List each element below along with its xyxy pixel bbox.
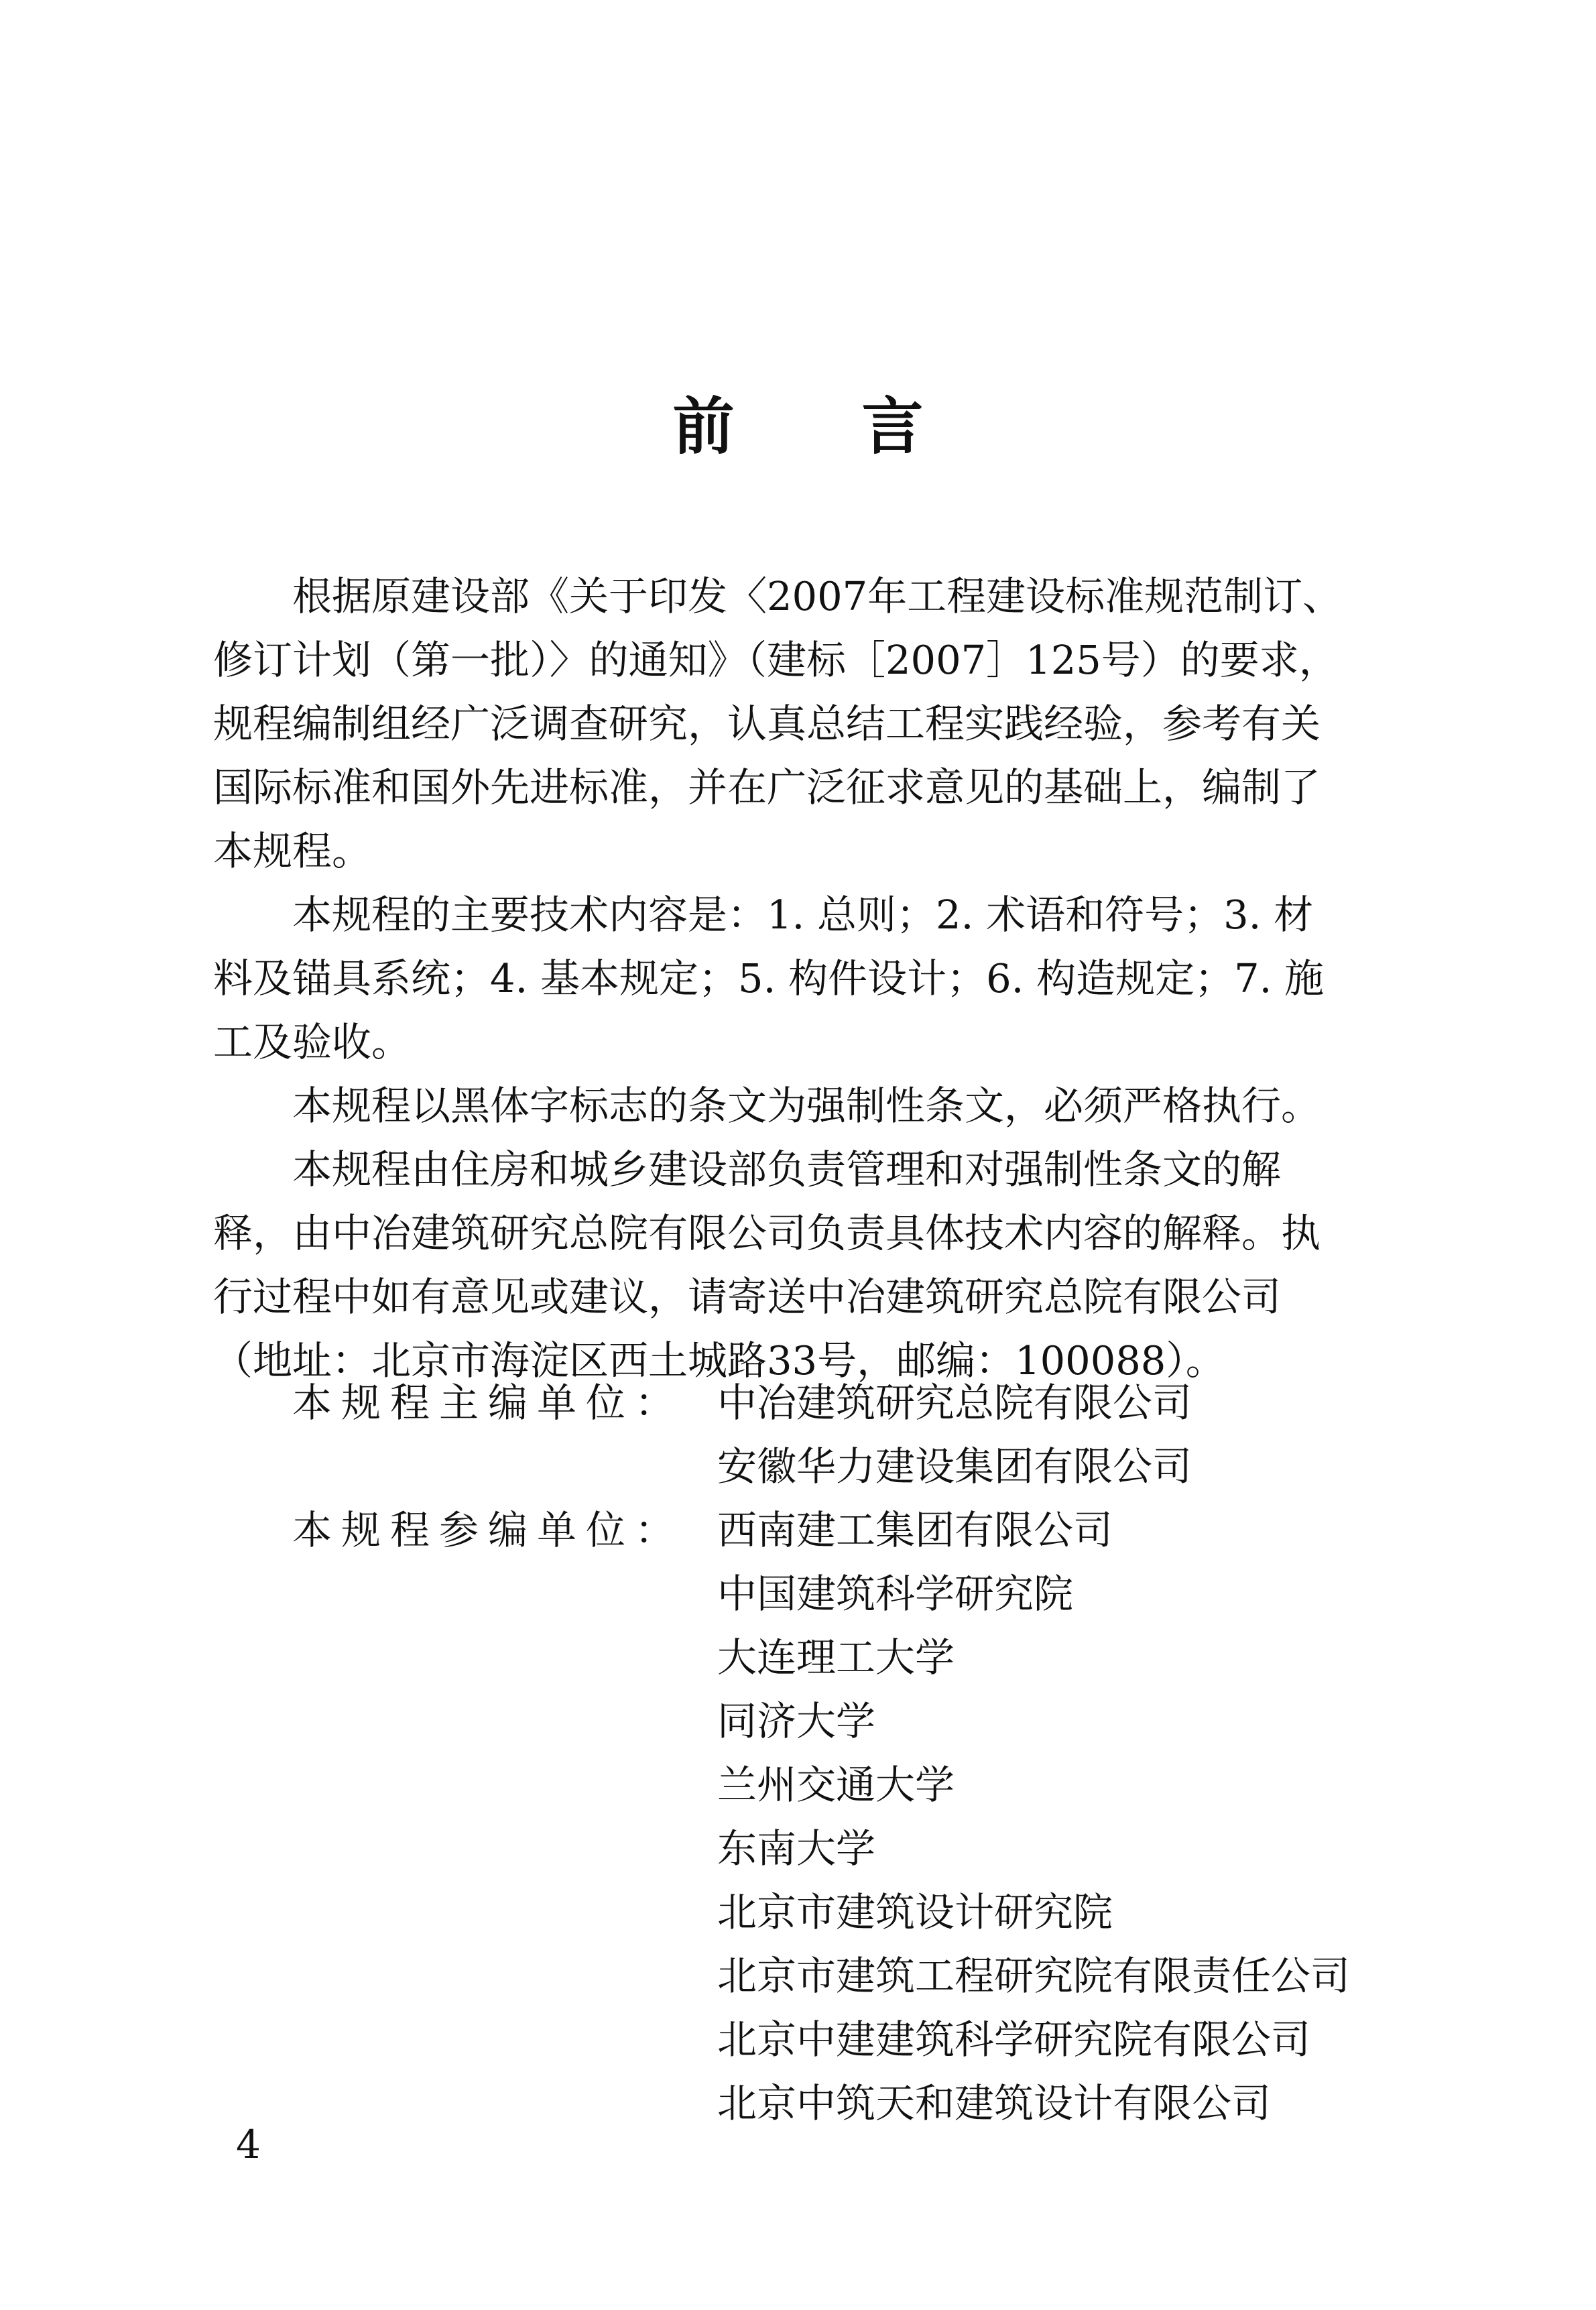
- empty-unit-label: [213, 1944, 717, 2008]
- participating-unit: 北京中筑天和建筑设计有限公司: [717, 2080, 1272, 2126]
- page-number: 4: [236, 2122, 261, 2167]
- participating-row-10: [213, 2071, 1388, 2135]
- empty-unit-label: [213, 1817, 717, 1880]
- participating-unit: 中国建筑科学研究院: [717, 1571, 1074, 1617]
- participating-row-5: [213, 1753, 1388, 1817]
- participating-label: 本规程参编单位：: [292, 1507, 684, 1553]
- page-title: [0, 390, 1596, 463]
- participating-row-3: [213, 1626, 1388, 1689]
- paragraph-2-line-2: 料及锚具系统；4. 基本规定；5. 构件设计；6. 构造规定；7. 施: [213, 955, 1325, 1001]
- participating-unit: 兰州交通大学: [717, 1762, 955, 1808]
- empty-unit-label: [213, 2008, 717, 2071]
- editorial-units: [213, 1371, 1388, 2135]
- participating-row-6: [213, 1817, 1388, 1880]
- paragraph-2-line-1: 本规程的主要技术内容是：1. 总则；2. 术语和符号；3. 材: [292, 892, 1314, 938]
- paragraph-4-line-2: 释，由中冶建筑研究总院有限公司负责具体技术内容的解释。执: [213, 1210, 1321, 1256]
- paragraph-3-line-1: 本规程以黑体字标志的条文为强制性条文，必须严格执行。: [292, 1083, 1321, 1129]
- participating-row-2: [213, 1562, 1388, 1626]
- participating-row-9: [213, 2008, 1388, 2071]
- participating-unit: 大连理工大学: [717, 1634, 955, 1681]
- paragraph-1-line-3: 规程编制组经广泛调查研究，认真总结工程实践经验，参考有关: [213, 701, 1321, 747]
- paragraph-1-line-5: 本规程。: [213, 828, 372, 874]
- paragraph-1-line-2: 修订计划（第一批）〉的通知》（建标［2007］125号）的要求，: [213, 637, 1339, 683]
- paragraph-4-line-4: （地址：北京市海淀区西土城路33号，邮编：100088）。: [213, 1337, 1225, 1384]
- empty-unit-label: [213, 1880, 717, 1944]
- chief-editor-label: 本规程主编单位：: [292, 1380, 684, 1426]
- participating-unit: 同济大学: [717, 1698, 876, 1744]
- paragraph-1-line-4: 国际标准和国外先进标准，并在广泛征求意见的基础上，编制了: [213, 764, 1321, 810]
- paragraph-1-line-1: 根据原建设部《关于印发〈2007年工程建设标准规范制订、: [292, 573, 1343, 619]
- empty-unit-label: [213, 2071, 717, 2135]
- empty-unit-label: [213, 1689, 717, 1753]
- title-character-2: 言: [861, 390, 924, 463]
- chief-editor-unit: 安徽华力建设集团有限公司: [717, 1443, 1192, 1490]
- empty-unit-label: [213, 1753, 717, 1817]
- participating-row-1: [213, 1498, 1388, 1562]
- chief-editor-unit: 中冶建筑研究总院有限公司: [717, 1380, 1192, 1426]
- participating-row-8: [213, 1944, 1388, 2008]
- paragraph-4-line-1: 本规程由住房和城乡建设部负责管理和对强制性条文的解: [292, 1146, 1282, 1193]
- chief-editor-row-1: [213, 1371, 1388, 1435]
- chief-editor-row-2: [213, 1435, 1388, 1498]
- paragraph-2-line-3: 工及验收。: [213, 1019, 412, 1065]
- participating-row-4: [213, 1689, 1388, 1753]
- empty-unit-label: [213, 1562, 717, 1626]
- empty-unit-label: [213, 1626, 717, 1689]
- participating-unit: 北京市建筑设计研究院: [717, 1889, 1113, 1935]
- title-character-1: 前: [672, 390, 735, 463]
- participating-unit: 北京市建筑工程研究院有限责任公司: [717, 1953, 1351, 1999]
- participating-unit: 东南大学: [717, 1825, 876, 1872]
- paragraph-4-line-3: 行过程中如有意见或建议，请寄送中冶建筑研究总院有限公司: [213, 1274, 1282, 1320]
- participating-row-7: [213, 1880, 1388, 1944]
- participating-unit: 西南建工集团有限公司: [717, 1507, 1113, 1553]
- participating-unit: 北京中建建筑科学研究院有限公司: [717, 2016, 1311, 2063]
- preface-body: [213, 564, 1388, 1392]
- empty-unit-label: [213, 1435, 717, 1498]
